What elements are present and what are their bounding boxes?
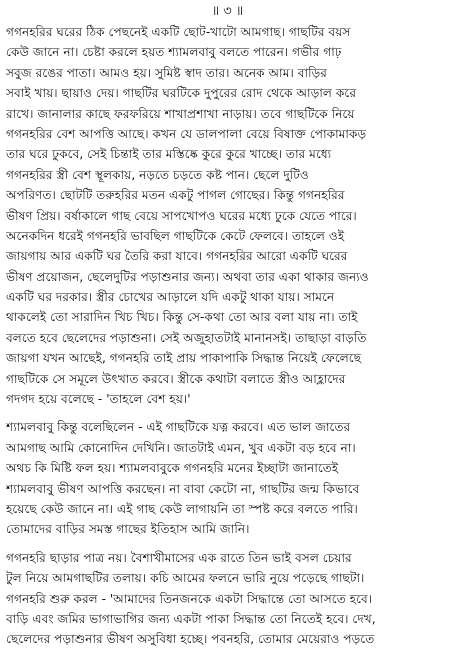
text-line: গগনহরির স্ত্রী বেশ স্থূলকায়, নড়তে চড়তে কষ্ট পান। ছেলে দুটিও [6,167,309,182]
text-line: রাখে। জানালার কাছে ফরফরিয়ে শাখাপ্রশাখা নাড়ায়। তবে গাছটিকে নিয়ে [6,106,355,121]
paragraph-gap [6,540,449,548]
text-line: গগনহরি ছাড়ার পাত্র নয়। বৈশাখীমাসের এক রাতে তিন ভাই বসল চেয়ার [6,550,352,565]
text-line: তোমাদের বাড়ির সমস্ত গাছের ইতিহাস আমি জানি। [6,522,250,537]
paragraph [6,548,449,650]
text-line: থাকলেই তো সারাদিন খিচ খিচ। কিন্তু সে-কথা তো আর বলা যায় না। তাই [6,310,358,325]
text-line: অনেকদিন ধরেই গগনহরি ভাবছিল গাছটিকে কেটে ফেলবে। তাহলে ওই [6,228,345,243]
text-line: বলতে হবে ছেলেদের পড়াশুনা। সেই অজুহাতটাই মানানসই। তাছাড়া বাড়তি [6,330,367,345]
text-line: একটি ঘর দরকার। স্ত্রীর চোখের আড়ালে যদি একটু থাকা যায়। সামনে [6,290,335,305]
text-line: অপরিণত। ছোটটি তরুহরির মতন একটু পাগল গোছের। কিন্তু গগনহরির [6,188,345,203]
text-line: গগনহরি শুরু করল - 'আমাদের তিনজনকে একটা সিদ্ধান্তে তো আসতে হবে। [6,591,373,606]
text-line: কেউ জানে না। চেষ্টা করলে হয়ত শ্যামলবাবু বলতে পারেন। গভীর গাঢ় [6,45,342,60]
text-line: আমগাছ আমি কোনোদিন দেখিনি। জাতটাই এমন, খুব একটা বড় হবে না। [6,440,356,455]
paragraph-gap [6,409,449,417]
text-line: জায়গা যখন আছেই, গগনহরি তাই প্রায় পাকাপাকি সিদ্ধান্ত নিয়েই ফেলেছে [6,351,362,366]
text-line: গাছটিকে সে সমূলে উৎখাত করবে। স্ত্রীকে কথাটা বলাতে স্ত্রীও আহ্লাদের [6,371,346,386]
text-line: ভীষণ প্রয়োজন, ছেলেদুটির পড়াশুনার জন্য। অথবা তার একা থাকার জন্যও [6,269,369,284]
paragraph [6,417,449,539]
text-line: ছেলেদের পড়াশুনার ভীষণ অসুবিধা হচ্ছে। পবনহরি, তোমার মেয়েরাও পড়তে [6,632,375,647]
text-line: বাড়ি এবং জমির ভাগাভাগির জন্য একটা পাকা সিদ্ধান্ত তো নিতেই হবে। দেখ, [6,611,376,626]
text-line: সবাই খায়। ছায়াও দেয়। গাছটির ঘরটিকে দুপুরের রোদ থেকে আড়াল করে [6,86,357,101]
chapter-heading: ॥ ৩ ॥ [211,4,244,19]
text-line: টুল নিয়ে আমগাছটির তলায়। কচি আমের ফলনে ভারি নুয়ে পড়েছে গাছটা। [6,571,365,586]
text-line: গগনহরির ঘরের ঠিক পেছনেই একটি ছোট-খাটো আমগাছ। গাছটির বয়স [6,25,351,39]
text-line: গদগদ হয়ে বলেছে - 'তাহলে বেশ হয়।' [6,392,191,407]
document-body [6,22,449,650]
text-line: শ্যামলবাবু ভীষণ আপত্তি করছেন। না বাবা কেটো না, গাছটির জন্ম কিভাবে [6,481,360,496]
text-line: ভীষণ প্রিয়। বর্ষাকালে গাছ বেয়ে সাপখোপও ঘরের মধ্যে ঢুকে যেতে পারে। [6,208,357,223]
text-line: শ্যামলবাবু কিন্তু বলেছিলেন - এই গাছটিকে যত্ন করবে। এত ভাল জাতের [6,420,351,435]
text-line: অথচ কি মিষ্টি ফল হয়। শ্যামলবাবুকে গগনহরি মনের ইচ্ছাটা জানাতেই [6,461,339,476]
text-line: জায়গায় আর একটি ঘর তৈরি করা যাবে। গগনহরির আরো একটি ঘরের [6,249,348,264]
text-line: হয়েছে কেউ জানে না। এই গাছ কেউ লাগায়নি তা স্পষ্ট করে বলতে পারি। [6,501,358,516]
text-line: তার ঘরে ঢুকবে, সেই চিন্তাই তার মস্তিষ্কে কুরে কুরে খাচ্ছে। তার মধ্যে [6,147,332,162]
paragraph [6,22,449,409]
text-line: গগনহরির বেশ আপত্তি আছে। কখন যে ডালপালা বেয়ে বিষাক্ত পোকামাকড় [6,126,367,141]
text-line: সবুজ রঙের পাতা। আমও হয়। সুমিষ্ট স্বাদ তার। অনেক আম। বাড়ির [6,65,327,80]
